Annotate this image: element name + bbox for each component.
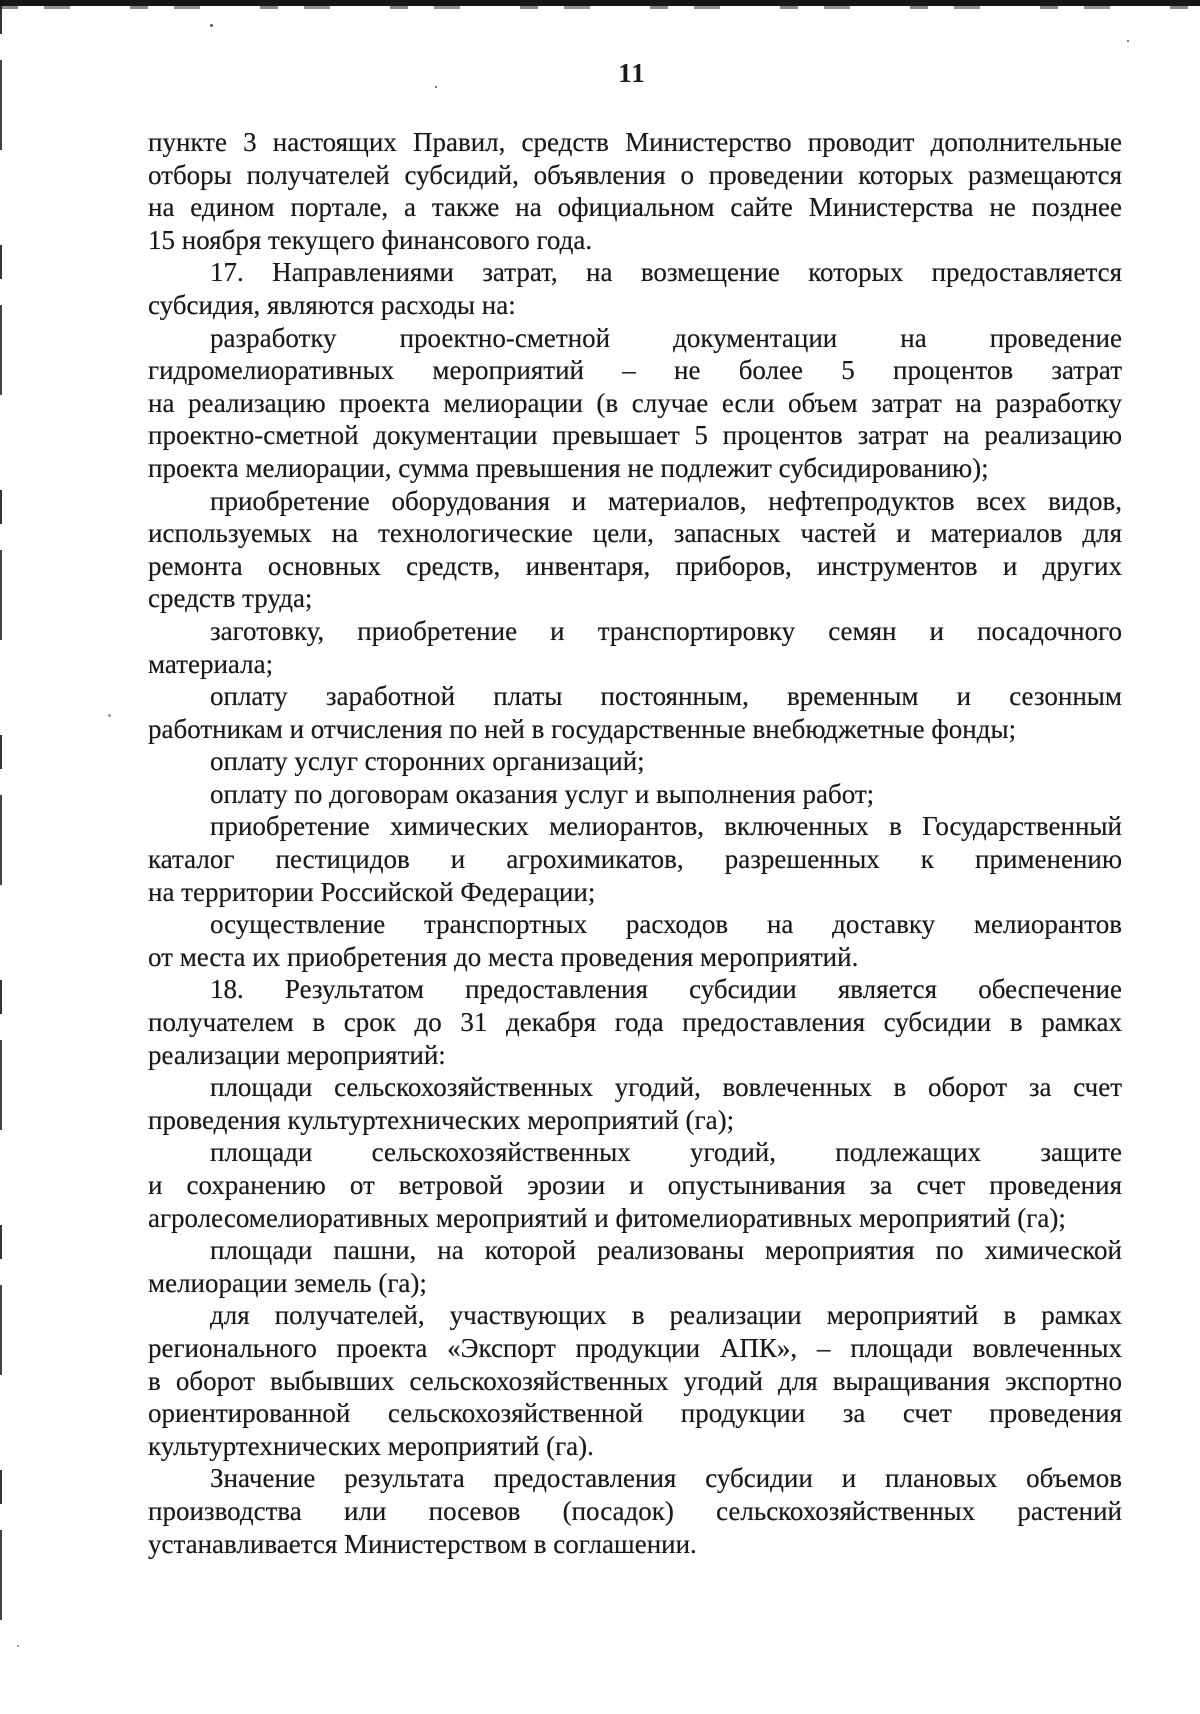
text-line: агролесомелиоративных мероприятий и фитомелиоративных мероприятий (га); [148,1202,1066,1233]
text-line: каталог пестицидов и агрохимикатов, разрешенных к применению [148,844,1122,875]
text-line: пункте 3 настоящих Правил, средств Министерство проводит дополнительные [148,127,1122,157]
text-line: оплату заработной платы постоянным, временным и сезонным [210,681,1122,712]
text-line: проектно-сметной документации превышает 5 процентов затрат на реализацию [148,420,1122,451]
text-line: в оборот выбывших сельскохозяйственных угодий для выращивания экспортно [148,1365,1122,1396]
paragraph [148,615,1122,680]
paragraph [148,680,1122,745]
text-line: для получателей, участвующих в реализации мероприятий в рамках [210,1300,1122,1331]
paragraph [148,1136,1122,1234]
text-line: регионального проекта «Экспорт продукции АПК», – площади вовлеченных [148,1332,1122,1363]
text-line: приобретение оборудования и материалов, нефтепродуктов всех видов, [210,485,1122,516]
text-line: площади сельскохозяйственных угодий, вовлеченных в оборот за счет [210,1072,1122,1103]
text-line: 15 ноября текущего финансового года. [148,224,593,255]
paragraph [148,1234,1122,1299]
scan-speck [1127,40,1129,42]
paragraph [148,126,1122,256]
page-number: 11 [618,58,646,88]
paragraph [148,745,1122,778]
text-line: приобретение химических мелиорантов, включенных в Государственный [210,811,1122,842]
paragraph [148,1299,1122,1462]
text-line: работникам и отчисления по ней в государственные внебюджетные фонды; [148,713,1017,744]
document-body-text [148,126,1122,1560]
text-line: мелиорации земель (га); [148,1267,427,1298]
text-line: 18. Результатом предоставления субсидии является обеспечение [210,974,1122,1005]
text-line: на едином портале, а также на официальном сайте Министерства не позднее [148,192,1122,223]
paragraph [148,322,1122,485]
scan-speck [108,714,111,717]
text-line: используемых на технологические цели, запасных частей и материалов для [148,518,1122,549]
paragraph [148,778,1122,811]
text-line: устанавливается Министерством в соглашении. [148,1528,697,1559]
text-line: ориентированной сельскохозяйственной продукции за счет проведения [148,1398,1122,1429]
text-line: реализации мероприятий: [148,1039,446,1070]
scan-artifact-left-edge [0,0,2,1714]
text-line: материала; [148,648,274,679]
text-line: разработку проектно-сметной документации на проведение [210,322,1122,353]
scan-speck [17,1645,19,1647]
text-line: на территории Российской Федерации; [148,876,596,907]
paragraph [148,256,1122,321]
text-line: на реализацию проекта мелиорации (в случае если объем затрат на разработку [148,387,1122,418]
text-line: 17. Направлениями затрат, на возмещение которых предоставляется [210,257,1122,288]
text-line: отборы получателей субсидий, объявления о проведении которых размещаются [148,159,1122,190]
paragraph [148,1462,1122,1560]
paragraph [148,973,1122,1071]
text-line: средств труда; [148,583,313,614]
text-line: получателем в срок до 31 декабря года предоставления субсидии в рамках [148,1007,1122,1038]
text-line: ремонта основных средств, инвентаря, приборов, инструментов и других [148,550,1122,581]
text-line: Значение результата предоставления субсидии и плановых объемов [210,1463,1122,1494]
text-line: оплату по договорам оказания услуг и выполнения работ; [210,778,875,809]
text-line: гидромелиоративных мероприятий – не более 5 процентов затрат [148,355,1122,386]
text-line: оплату услуг сторонних организаций; [210,746,645,777]
paragraph [148,485,1122,615]
scan-speck [210,24,213,27]
text-line: производства или посевов (посадок) сельскохозяйственных растений [148,1495,1122,1526]
scan-artifact-top-bar [0,0,1200,6]
text-line: субсидия, являются расходы на: [148,289,516,320]
text-line: осуществление транспортных расходов на доставку мелиорантов [210,909,1122,940]
text-line: площади пашни, на которой реализованы мероприятия по химической [210,1235,1122,1266]
paragraph [148,908,1122,973]
paragraph [148,810,1122,908]
text-line: площади сельскохозяйственных угодий, подлежащих защите [210,1137,1122,1168]
text-line: и сохранению от ветровой эрозии и опустынивания за счет проведения [148,1170,1122,1200]
text-line: проекта мелиорации, сумма превышения не подлежит субсидированию); [148,452,989,483]
text-line: от места их приобретения до места проведения мероприятий. [148,941,859,972]
text-line: проведения культуртехнических мероприятий (га); [148,1104,735,1135]
text-line: культуртехнических мероприятий (га). [148,1430,594,1461]
paragraph [148,1071,1122,1136]
text-line: заготовку, приобретение и транспортировку семян и посадочного [210,615,1122,646]
